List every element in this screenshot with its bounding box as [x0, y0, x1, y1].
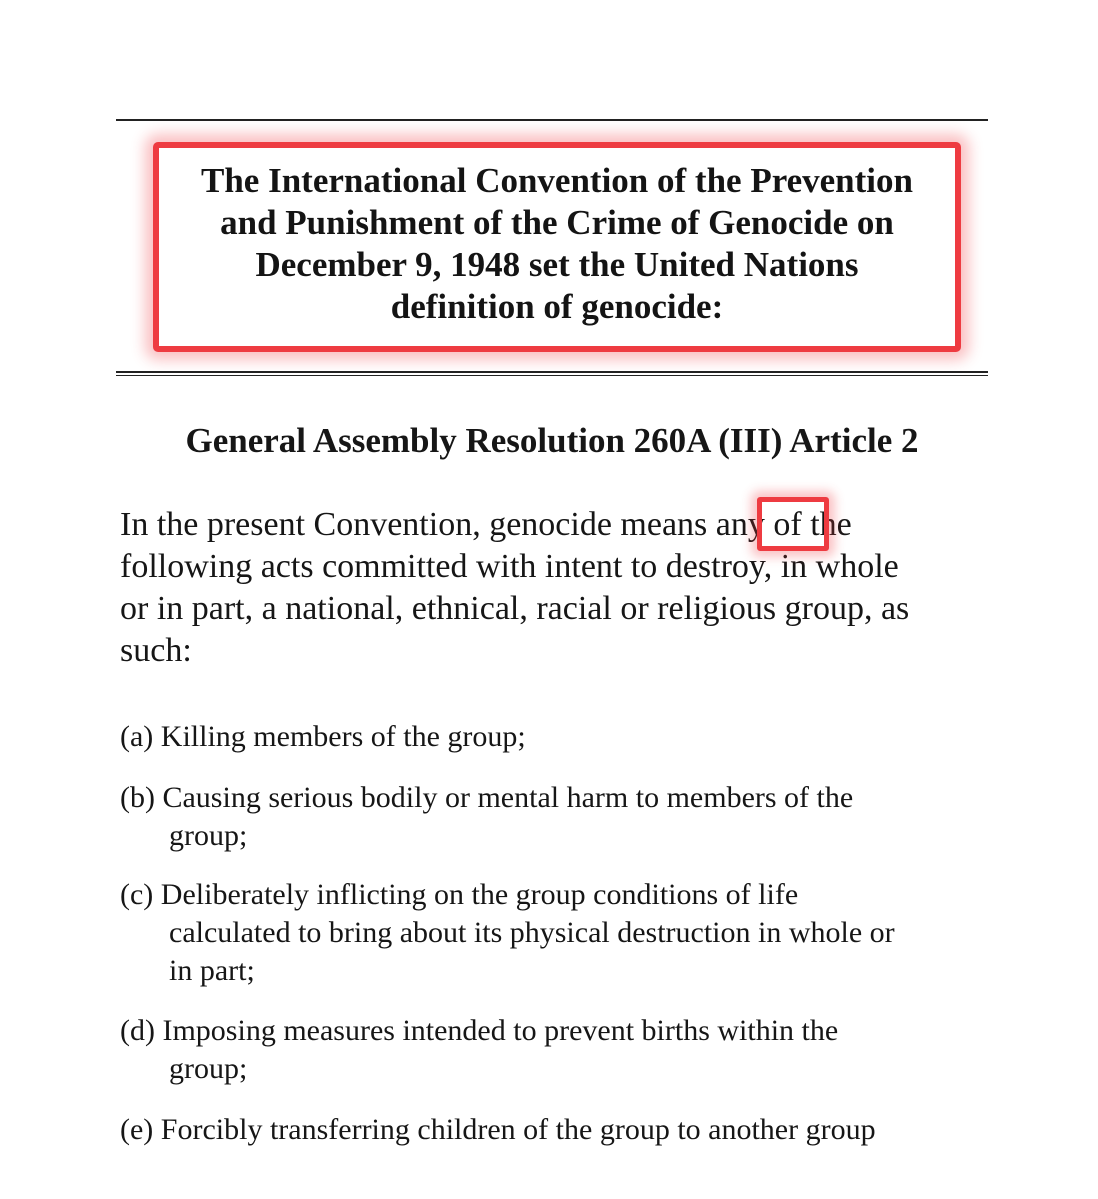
list-marker: (c): [120, 878, 154, 911]
list-marker: (a): [120, 720, 154, 753]
list-item-text-cont: group;: [169, 819, 248, 852]
intro-line-1-before: In the present Convention, genocide means: [120, 506, 716, 543]
convention-heading-line-1: The International Convention of the Prevention: [201, 161, 913, 200]
top-rule: [116, 119, 988, 121]
list-marker: (e): [120, 1113, 154, 1146]
list-item: [120, 876, 990, 990]
list-item-text: Imposing measures intended to prevent births within the: [162, 1014, 839, 1047]
list-item-text-cont: group;: [169, 1052, 248, 1085]
convention-heading: [159, 160, 955, 328]
intro-paragraph: [120, 504, 1020, 672]
list-item: [120, 779, 990, 855]
list-item: [120, 1012, 990, 1088]
list-item: [120, 718, 990, 756]
convention-heading-line-2: and Punishment of the Crime of Genocide on: [220, 203, 894, 242]
list-marker: (b): [120, 781, 155, 814]
intro-line-4: such:: [120, 632, 192, 669]
intro-line-1: [120, 504, 1020, 546]
convention-heading-line-3: December 9, 1948 set the United Nations: [255, 245, 859, 284]
list-item: [120, 1111, 990, 1149]
list-item-text-cont: calculated to bring about its physical destruction in whole or: [169, 916, 895, 949]
list-item-text: Deliberately inflicting on the group conditions of life: [160, 878, 799, 911]
list-item-text: Causing serious bodily or mental harm to members of the: [162, 781, 854, 814]
convention-heading-line-4: definition of genocide:: [390, 287, 724, 326]
list-item-text: Killing members of the group;: [160, 720, 526, 753]
list-item-text-cont: in part;: [169, 954, 255, 987]
bottom-rule-thick: [116, 371, 988, 373]
bottom-rule-thin: [116, 375, 988, 376]
intro-line-1-after: of the: [764, 506, 852, 543]
resolution-title: General Assembly Resolution 260A (III) Article 2: [185, 421, 919, 460]
list-item-text: Forcibly transferring children of the group to another group: [160, 1113, 876, 1146]
intro-line-2: following acts committed with intent to destroy, in whole: [120, 548, 899, 585]
intro-line-3: or in part, a national, ethnical, racial or religious group, as: [120, 590, 910, 627]
list-marker: (d): [120, 1014, 155, 1047]
highlighted-word: any: [715, 506, 765, 543]
